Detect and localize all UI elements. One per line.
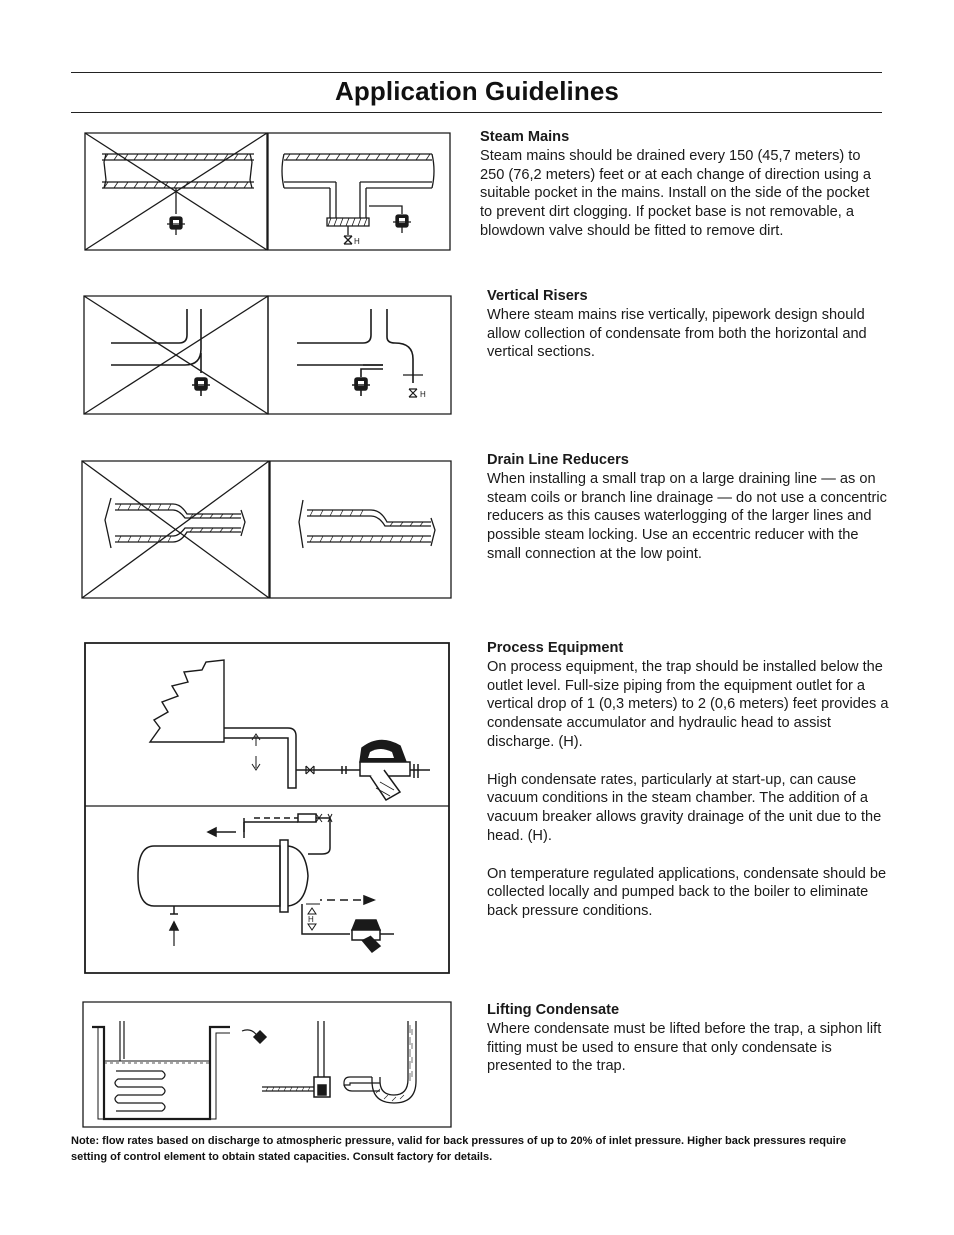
head-marker-label: H xyxy=(308,915,314,924)
drain-line-reducers-figure xyxy=(81,460,452,600)
section-heading: Steam Mains xyxy=(480,129,570,145)
section-heading: Vertical Risers xyxy=(487,288,588,304)
valve-icon xyxy=(344,236,352,244)
section-heading: Drain Line Reducers xyxy=(487,452,629,468)
svg-text:H: H xyxy=(420,390,426,399)
steam-trap-icon xyxy=(360,740,418,800)
section-paragraph: On process equipment, the trap should be installed below the outlet level. Full-size piping from the equipment outlet for a vertical drop of 1 (0,3 meters) to 2 (0,6 meters) feet provides a condensate accumulator and hydraulic head to assist discharge. (H). xyxy=(487,658,889,750)
section-heading: Lifting Condensate xyxy=(487,1002,620,1018)
section-steam-mains xyxy=(480,128,882,241)
steam-trap-icon xyxy=(352,378,370,396)
svg-text:H: H xyxy=(354,237,360,246)
footer-note: Note: flow rates based on discharge to atmospheric pressure, valid for back pressures of up to 20% of inlet pressure. Higher back pressures require setting of control element to obtain stated capacities. Consult factory for details. xyxy=(71,1135,847,1163)
section-drain-line-reducers xyxy=(487,451,887,564)
lifting-condensate-figure xyxy=(82,1001,452,1129)
title-underline xyxy=(71,112,882,113)
steam-mains-figure xyxy=(84,132,452,252)
section-lifting-condensate xyxy=(487,1001,882,1076)
vertical-risers-figure xyxy=(83,295,452,416)
section-body: When installing a small trap on a large draining line — as on steam coils or branch line drainage — do not use a concentric reducers as this causes waterlogging of the larger lines and possible steam locking. Use an eccentric reducer with the small connection at the low point. xyxy=(487,470,887,562)
section-paragraph: On temperature regulated applications, condensate should be collected locally and pumped back to the boiler to eliminate back pressure conditions. xyxy=(487,865,887,920)
section-vertical-risers xyxy=(487,287,887,362)
section-body: Steam mains should be drained every 150 (45,7 meters) to 250 (76,2 meters) feet or at each change of direction using a suitable pocket in the mains. Install on the side of the pocket to prevent dirt clogging. If pocket base is not removable, a blowdown valve should be fitted to remove dirt. xyxy=(480,147,872,239)
section-body: Where steam mains rise vertically, pipework design should allow collection of condensate from both the horizontal and vertical sections. xyxy=(487,306,867,361)
section-heading: Process Equipment xyxy=(487,640,624,656)
section-body: Where condensate must be lifted before the trap, a siphon lift fitting must be used to ensure that only condensate is presented to the trap. xyxy=(487,1020,882,1075)
section-process-equipment xyxy=(487,639,889,921)
process-equipment-figure xyxy=(84,642,450,974)
steam-trap-icon xyxy=(393,215,411,233)
steam-trap-icon xyxy=(167,217,185,235)
steam-trap-icon xyxy=(352,920,394,952)
valve-icon xyxy=(409,389,417,397)
page-title: Application Guidelines xyxy=(335,76,619,106)
section-paragraph: High condensate rates, particularly at start-up, can cause vacuum conditions in the steam chamber. The addition of a vacuum breaker allows gravity drainage of the unit due to the head. (H). xyxy=(487,771,882,844)
steam-trap-icon xyxy=(192,378,210,396)
top-rule xyxy=(71,72,882,73)
